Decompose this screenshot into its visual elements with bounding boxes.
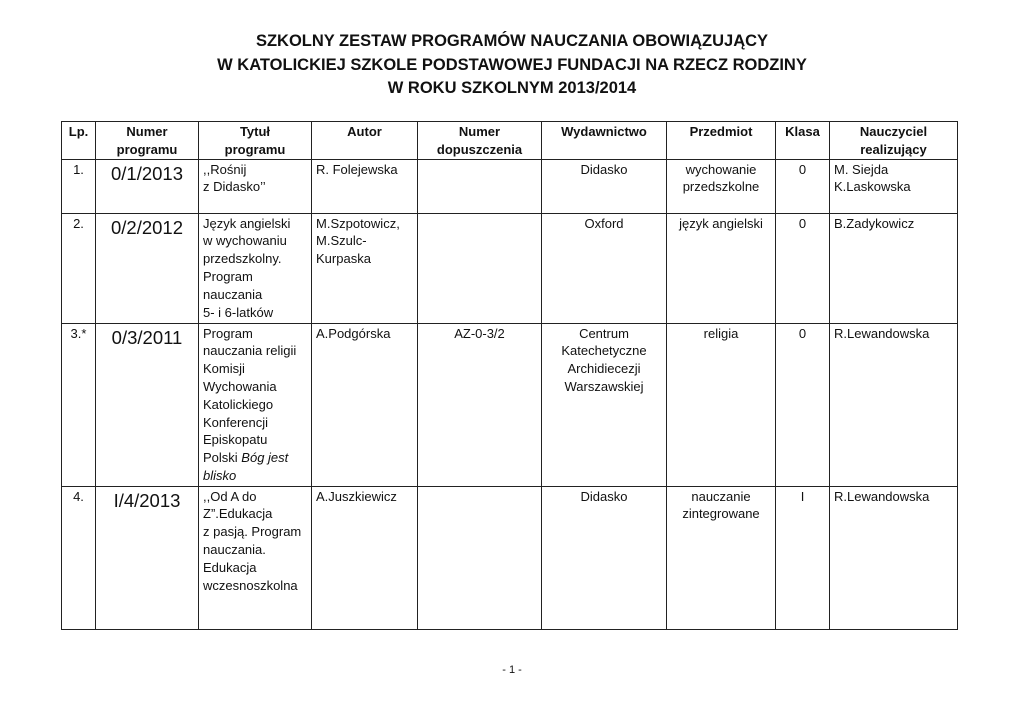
cell-tytul [199, 486, 312, 629]
cell-autor: A.Juszkiewicz [312, 486, 418, 629]
cell-numer-programu: 0/1/2013 [96, 159, 199, 213]
table-row [62, 323, 958, 486]
cell-lp: 1. [62, 159, 96, 213]
header-klasa: Klasa [776, 122, 830, 160]
cell-nauczyciel: M. Siejda K.Laskowska [830, 159, 958, 213]
cell-przedmiot: religia [667, 323, 776, 486]
header-row [62, 122, 958, 160]
cell-tytul-text: Program nauczania religii Komisji Wychowania Katolickiego Konferencji Episkopatu Polski [203, 325, 297, 466]
table-row [62, 159, 958, 213]
cell-tytul [199, 159, 312, 213]
cell-autor: R. Folejewska [312, 159, 418, 213]
cell-numer-programu: 0/3/2011 [96, 323, 199, 486]
table-row [62, 213, 958, 323]
cell-autor: A.Podgórska [312, 323, 418, 486]
header-numer-dopuszczenia: Numer dopuszczenia [418, 122, 542, 160]
cell-klasa: I [776, 486, 830, 629]
cell-numer-dopuszczenia [418, 213, 542, 323]
cell-tytul [199, 323, 312, 486]
header-lp: Lp. [62, 122, 96, 160]
cell-tytul-italic: Bóg jest blisko [203, 450, 289, 483]
cell-numer-programu: I/4/2013 [96, 486, 199, 629]
cell-lp: 4. [62, 486, 96, 629]
programs-table [61, 121, 958, 630]
cell-wydawnictwo: Oxford [542, 213, 667, 323]
cell-tytul-text: ,,Rośnij z Didasko’’ [203, 161, 266, 195]
table-row [62, 486, 958, 629]
cell-wydawnictwo: Centrum Katechetyczne Archidiecezji Warszawskiej [542, 323, 667, 486]
cell-lp: 3.* [62, 323, 96, 486]
cell-lp: 2. [62, 213, 96, 323]
cell-numer-dopuszczenia: AZ-0-3/2 [418, 323, 542, 486]
cell-nauczyciel: R.Lewandowska [830, 486, 958, 629]
cell-autor: M.Szpotowicz, M.Szulc- Kurpaska [312, 213, 418, 323]
header-tytul-programu: Tytuł programu [199, 122, 312, 160]
title-line-2: W KATOLICKIEJ SZKOLE PODSTAWOWEJ FUNDACJI NA RZECZ RODZINY [217, 55, 807, 74]
header-wydawnictwo: Wydawnictwo [542, 122, 667, 160]
cell-numer-programu: 0/2/2012 [96, 213, 199, 323]
cell-nauczyciel: R.Lewandowska [830, 323, 958, 486]
cell-tytul-text: Język angielski w wychowaniu przedszkolny. Program nauczania 5- i 6-latków [203, 215, 291, 320]
document-title [0, 30, 1024, 101]
cell-wydawnictwo: Didasko [542, 159, 667, 213]
cell-nauczyciel: B.Zadykowicz [830, 213, 958, 323]
cell-przedmiot: język angielski [667, 213, 776, 323]
cell-wydawnictwo: Didasko [542, 486, 667, 629]
cell-klasa: 0 [776, 159, 830, 213]
title-line-1: SZKOLNY ZESTAW PROGRAMÓW NAUCZANIA OBOWIĄZUJĄCY [255, 32, 769, 50]
page-number: - 1 - [502, 664, 522, 676]
title-line-3: W ROKU SZKOLNYM 2013/2014 [387, 79, 637, 97]
header-numer-programu: Numer programu [96, 122, 199, 160]
header-nauczyciel: Nauczyciel realizujący [830, 122, 958, 160]
cell-numer-dopuszczenia [418, 159, 542, 213]
header-autor: Autor [312, 122, 418, 160]
cell-klasa: 0 [776, 323, 830, 486]
cell-tytul [199, 213, 312, 323]
header-przedmiot: Przedmiot [667, 122, 776, 160]
cell-tytul-text: ,,Od A do Z”.Edukacja z pasją. Program nauczania. Edukacja wczesnoszkolna [203, 488, 302, 593]
cell-klasa: 0 [776, 213, 830, 323]
cell-numer-dopuszczenia [418, 486, 542, 629]
cell-przedmiot: nauczanie zintegrowane [667, 486, 776, 629]
cell-przedmiot: wychowanie przedszkolne [667, 159, 776, 213]
